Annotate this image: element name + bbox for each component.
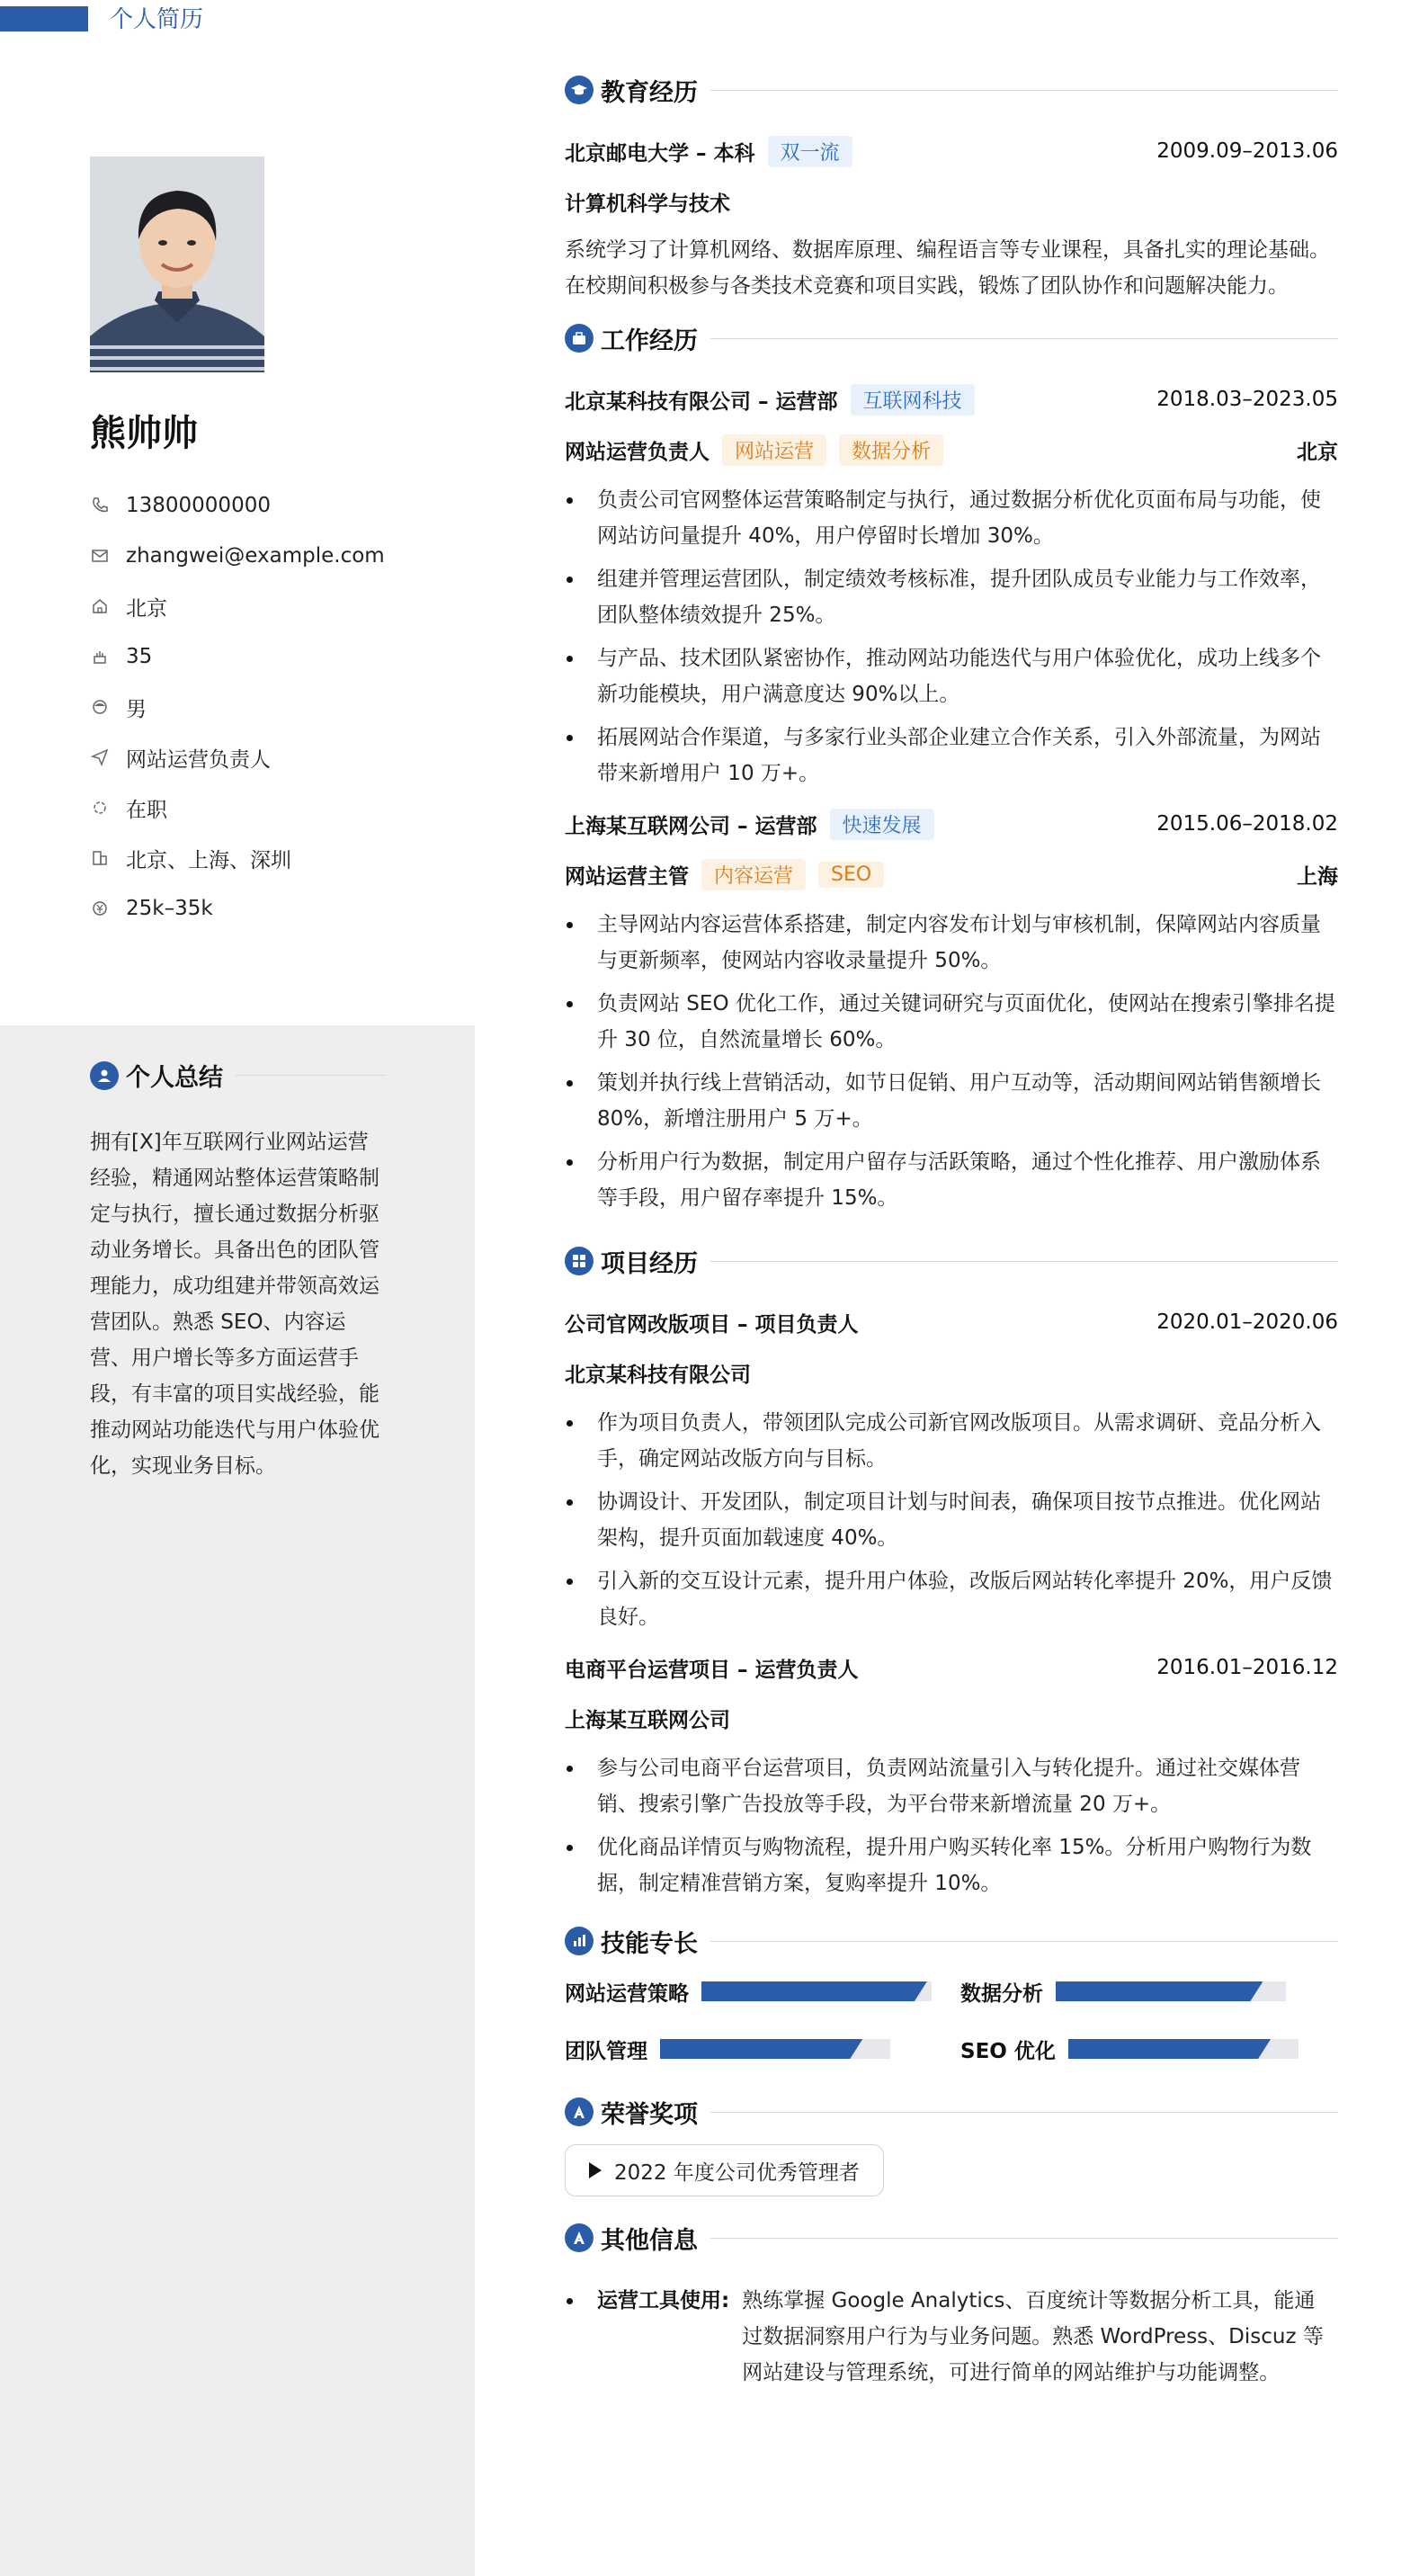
info-location <box>90 581 385 631</box>
status-icon <box>90 798 110 818</box>
summary-text: 拥有[X]年互联网行业网站运营经验，精通网站整体运营策略制定与执行，擅长通过数据分析驱动业务增长。具备出色的团队管理能力，成功组建并带领高效运营团队。熟悉 SEO、内容运营、用户增长等多方面运营手段，有丰富的项目实战经验，能推动网站功能迭代与用户体验优化，实现业务目标。 <box>90 1131 379 1478</box>
cities-value: 北京、上海、深圳 <box>126 848 291 872</box>
divider <box>236 1075 385 1076</box>
bullet-dot <box>567 2298 573 2304</box>
job-header-row <box>565 374 1338 425</box>
list-item: 拓展网站合作渠道，与多家行业头部企业建立合作关系，引入外部流量，为网站带来新增用户 10 万+。 <box>565 720 1338 792</box>
awards-title: 荣誉奖项 <box>601 2100 698 2129</box>
list-item: 优化商品详情页与购物流程，提升用户购买转化率 15%。分析用户购物行为数据，制定精准营销方案，复购率提升 10%。 <box>565 1829 1338 1901</box>
divider <box>710 1941 1338 1942</box>
info-cities <box>90 833 385 883</box>
divider <box>710 2238 1338 2239</box>
company-tag: 快速发展 <box>830 809 934 840</box>
education-title: 教育经历 <box>601 78 698 107</box>
major-row <box>565 176 1338 227</box>
role-tag: 内容运营 <box>701 859 806 890</box>
header-title: 个人简历 <box>110 5 204 33</box>
skill-item <box>960 1972 1338 2011</box>
play-icon <box>589 2162 602 2178</box>
job-entry <box>565 799 1338 1216</box>
job-bullets <box>565 907 1338 1216</box>
location-value: 北京 <box>126 596 167 621</box>
job-location: 北京 <box>1297 440 1338 464</box>
job-location: 上海 <box>1297 864 1338 889</box>
school-name: 北京邮电大学 – 本科 <box>565 141 755 165</box>
age-value: 35 <box>126 645 153 668</box>
project-org: 上海某互联网公司 <box>565 1708 730 1732</box>
other-label: 运营工具使用: <box>597 2289 730 2312</box>
list-item: 与产品、技术团队紧密协作，推动网站功能迭代与用户体验优化，成功上线多个新功能模块，用户满意度达 90%以上。 <box>565 640 1338 712</box>
project-org-row <box>565 1347 1338 1398</box>
send-icon <box>90 747 110 767</box>
gender-icon <box>90 697 110 717</box>
info-status <box>90 783 385 833</box>
project-header-row <box>565 1297 1338 1347</box>
projects-title: 项目经历 <box>601 1249 698 1278</box>
role-tag: SEO <box>818 862 884 888</box>
project-org-row <box>565 1693 1338 1743</box>
skills-title: 技能专长 <box>601 1929 698 1958</box>
salary-icon <box>90 899 110 918</box>
job-role-row <box>565 425 1338 475</box>
home-icon <box>90 596 110 616</box>
role-tag: 数据分析 <box>839 434 943 466</box>
skill-bar-fill <box>1068 2039 1271 2059</box>
phone-value: 13800000000 <box>126 494 271 517</box>
resume-header-tab <box>0 0 203 47</box>
project-entry <box>565 1297 1338 1635</box>
company-tag: 互联网科技 <box>851 384 975 416</box>
info-phone <box>90 480 385 531</box>
job-role: 网站运营主管 <box>565 864 689 889</box>
info-age <box>90 631 385 682</box>
work-title: 工作经历 <box>601 326 698 355</box>
info-position <box>90 732 385 783</box>
city-icon <box>90 848 110 868</box>
skill-bar-fill <box>701 1981 927 2001</box>
job-bullets <box>565 482 1338 792</box>
skill-name: 网站运营策略 <box>565 1981 689 2006</box>
project-header-row <box>565 1642 1338 1693</box>
project-entry <box>565 1642 1338 1901</box>
award-item <box>565 2144 884 2196</box>
list-item: 组建并管理运营团队，制定绩效考核标准，提升团队成员专业能力与工作效率，团队整体绩效提升 25%。 <box>565 561 1338 633</box>
other-text: 熟练掌握 Google Analytics、百度统计等数据分析工具，能通过数据洞察用户行为与业务问题。熟悉 WordPress、Discuz 等网站建设与管理系统，可进行简单的网站维护与功能调整。 <box>742 2289 1324 2384</box>
status-value: 在职 <box>126 798 167 822</box>
awards-section-header <box>565 2087 1338 2137</box>
education-section-header <box>565 65 1338 115</box>
list-item: 协调设计、开发团队，制定项目计划与时间表，确保项目按节点推进。优化网站架构，提升页面加载速度 40%。 <box>565 1484 1338 1556</box>
salary-value: 25k–35k <box>126 897 213 920</box>
list-item: 负责网站 SEO 优化工作，通过关键词研究与页面优化，使网站在搜索引擎排名提升 30 位，自然流量增长 60%。 <box>565 986 1338 1058</box>
info-gender <box>90 682 385 732</box>
gender-value: 男 <box>126 697 147 721</box>
list-item: 引入新的交互设计元素，提升用户体验，改版后网站转化率提升 20%，用户反馈良好。 <box>565 1563 1338 1635</box>
role-tag: 网站运营 <box>722 434 826 466</box>
other-section-header <box>565 2213 1338 2263</box>
skill-bar-track <box>660 2039 890 2059</box>
skill-bar-track <box>1068 2039 1299 2059</box>
project-date: 2016.01–2016.12 <box>1156 1656 1338 1679</box>
project-bullets <box>565 1405 1338 1635</box>
education-date: 2009.09–2013.06 <box>1156 139 1338 163</box>
graduation-cap-icon <box>565 76 594 104</box>
skill-name: SEO 优化 <box>960 2039 1056 2063</box>
major: 计算机科学与技术 <box>565 192 730 216</box>
other-item <box>565 2283 1338 2391</box>
project-name: 电商平台运营项目 – 运营负责人 <box>565 1658 859 1682</box>
bar-chart-icon <box>565 1927 594 1955</box>
info-salary <box>90 883 385 934</box>
skill-item <box>960 2029 1338 2069</box>
job-company: 北京某科技有限公司 – 运营部 <box>565 389 838 414</box>
job-entry <box>565 374 1338 792</box>
job-role-row <box>565 849 1338 899</box>
skill-item <box>565 2029 960 2069</box>
skill-name: 团队管理 <box>565 2039 647 2063</box>
portrait-image <box>90 157 264 372</box>
divider <box>710 338 1338 339</box>
phone-icon <box>90 496 110 515</box>
skill-bar-track <box>701 1981 932 2001</box>
list-item: 作为项目负责人，带领团队完成公司新官网改版项目。从需求调研、竞品分析入手，确定网站改版方向与目标。 <box>565 1405 1338 1477</box>
project-bullets <box>565 1750 1338 1901</box>
award-icon <box>565 2097 594 2126</box>
projects-section-header <box>565 1236 1338 1286</box>
contact-info-list <box>90 480 385 934</box>
skill-bar-track <box>1056 1981 1286 2001</box>
award-text: 2022 年度公司优秀管理者 <box>614 2160 860 2185</box>
divider <box>710 90 1338 91</box>
summary-section-header <box>90 1058 385 1093</box>
grid-icon <box>565 1247 594 1275</box>
list-item: 分析用户行为数据，制定用户留存与活跃策略，通过个性化推荐、用户激励体系等手段，用户留存率提升 15%。 <box>565 1144 1338 1216</box>
list-item: 负责公司官网整体运营策略制定与执行，通过数据分析优化页面布局与功能，使网站访问量提升 40%，用户停留时长增加 30%。 <box>565 482 1338 554</box>
skills-grid <box>565 1972 1338 2069</box>
job-date: 2015.06–2018.02 <box>1156 812 1338 836</box>
briefcase-icon <box>565 324 594 353</box>
main-content <box>565 65 1338 2391</box>
info-icon <box>565 2223 594 2252</box>
school-tag: 双一流 <box>768 136 852 167</box>
cake-icon <box>90 647 110 666</box>
other-title: 其他信息 <box>601 2226 698 2255</box>
list-item: 参与公司电商平台运营项目，负责网站流量引入与转化提升。通过社交媒体营销、搜索引擎广告投放等手段，为平台带来新增流量 20 万+。 <box>565 1750 1338 1822</box>
list-item: 策划并执行线上营销活动，如节日促销、用户互动等，活动期间网站销售额增长 80%，新增注册用户 5 万+。 <box>565 1065 1338 1137</box>
job-role: 网站运营负责人 <box>565 440 710 464</box>
skill-item <box>565 1972 960 2011</box>
skill-name: 数据分析 <box>960 1981 1043 2006</box>
skill-bar-fill <box>660 2039 862 2059</box>
education-row <box>565 126 1338 176</box>
header-accent-bar <box>0 6 88 31</box>
project-org: 北京某科技有限公司 <box>565 1363 751 1387</box>
mail-icon <box>90 546 110 566</box>
job-header-row <box>565 799 1338 849</box>
job-company: 上海某互联网公司 – 运营部 <box>565 814 817 838</box>
skill-bar-fill <box>1056 1981 1263 2001</box>
profile-name: 熊帅帅 <box>90 413 198 454</box>
profile-photo <box>90 157 264 372</box>
position-value: 网站运营负责人 <box>126 747 271 772</box>
education-desc: 系统学习了计算机网络、数据库原理、编程语言等专业课程，具备扎实的理论基础。在校期间积极参与各类技术竞赛和项目实践，锻炼了团队协作和问题解决能力。 <box>565 238 1330 298</box>
work-section-header <box>565 313 1338 363</box>
project-name: 公司官网改版项目 – 项目负责人 <box>565 1312 859 1337</box>
user-icon <box>90 1061 119 1090</box>
summary-title: 个人总结 <box>126 1064 223 1092</box>
list-item: 主导网站内容运营体系搭建，制定内容发布计划与审核机制，保障网站内容质量与更新频率，使网站内容收录量提升 50%。 <box>565 907 1338 979</box>
job-date: 2018.03–2023.05 <box>1156 388 1338 411</box>
divider <box>710 1261 1338 1262</box>
divider <box>710 2112 1338 2113</box>
project-date: 2020.01–2020.06 <box>1156 1310 1338 1334</box>
skills-section-header <box>565 1916 1338 1966</box>
email-value: zhangwei@example.com <box>126 544 385 568</box>
info-email <box>90 531 385 581</box>
